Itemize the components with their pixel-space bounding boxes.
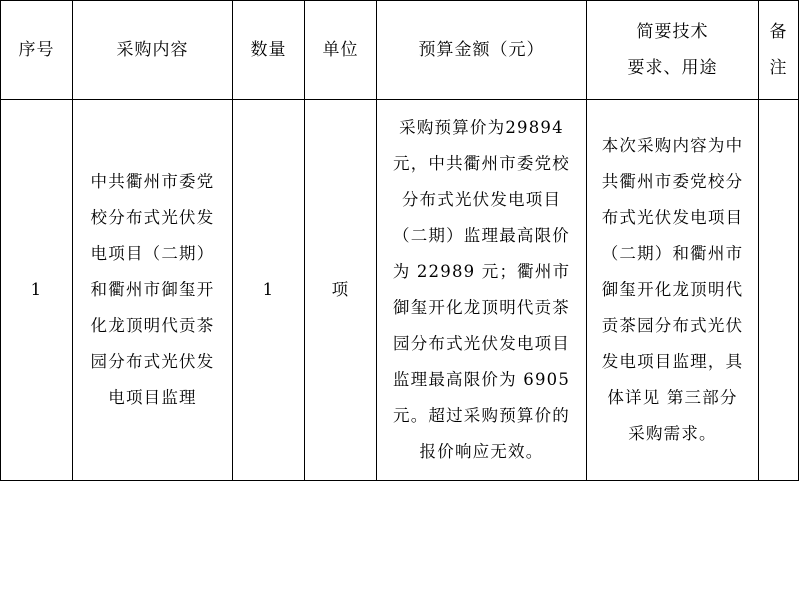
table-row <box>1 100 799 481</box>
header-cell-item <box>73 1 233 100</box>
header-cell-unit <box>305 1 377 100</box>
header-label-remark <box>759 14 798 86</box>
header-cell-seq <box>1 1 73 100</box>
row-item-value: 中共衢州市委党校分布式光伏发电项目（二期）和衢州市御玺开化龙顶明代贡茶园分布式光伏发电项目监理 <box>90 172 215 407</box>
row-budget-value: 采购预算价为29894元，中共衢州市委党校分布式光伏发电项目（二期）监理最高限价为 22989 元；衢州市御玺开化龙顶明代贡茶园分布式光伏发电项目监理最高限价为 6905 元。超过采购预算价的报价响应无效。 <box>392 118 571 461</box>
header-cell-remark <box>759 1 799 100</box>
header-label-seq: 序号 <box>18 40 55 60</box>
cell-item <box>73 100 233 481</box>
header-label-budget: 预算金额（元） <box>418 40 545 60</box>
cell-remark <box>759 100 799 481</box>
row-tech-value: 本次采购内容为中共衢州市委党校分布式光伏发电项目（二期）和衢州市御玺开化龙顶明代贡茶园分布式光伏发电项目监理，具体详见 第三部分 采购需求。 <box>601 136 744 443</box>
cell-budget <box>377 100 587 481</box>
header-cell-budget <box>377 1 587 100</box>
cell-qty <box>233 100 305 481</box>
header-cell-qty <box>233 1 305 100</box>
row-unit-value: 项 <box>331 280 350 299</box>
cell-seq <box>1 100 73 481</box>
cell-unit <box>305 100 377 481</box>
header-label-unit: 单位 <box>322 40 359 60</box>
header-label-qty: 数量 <box>250 40 287 60</box>
table-header-row <box>1 1 799 100</box>
row-seq-value: 1 <box>30 280 43 299</box>
row-qty-value: 1 <box>262 280 275 299</box>
header-cell-tech <box>587 1 759 100</box>
header-label-remark-char1: 备 <box>769 22 788 42</box>
cell-tech <box>587 100 759 481</box>
header-label-tech-line2: 要求、用途 <box>627 58 718 78</box>
header-label-item: 采购内容 <box>116 40 189 60</box>
header-label-tech-line1: 简要技术 <box>636 22 709 42</box>
header-label-remark-char2: 注 <box>769 58 788 78</box>
